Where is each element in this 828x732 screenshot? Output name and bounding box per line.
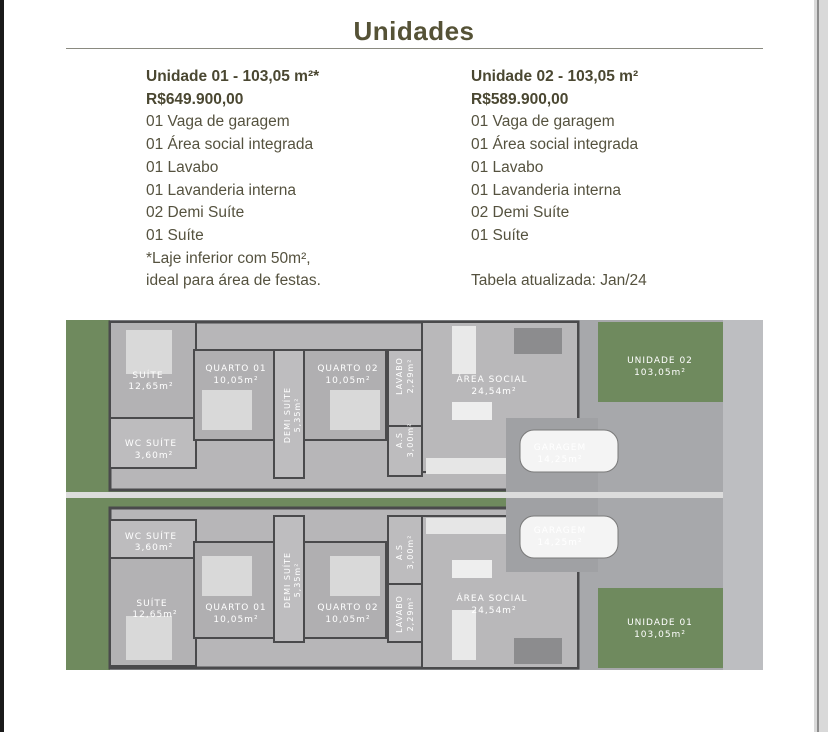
- grass: [66, 498, 110, 670]
- lot-divider: [66, 492, 723, 498]
- unit-02-price: R$589.900,00: [471, 90, 569, 108]
- scrollbar[interactable]: [814, 0, 828, 732]
- unit-01-heading: Unidade 01 - 103,05 m²*: [146, 68, 320, 85]
- feature-item: 01 Lavanderia interna: [471, 181, 621, 199]
- room-label: SUÍTE: [132, 371, 164, 381]
- unit-01-details: [146, 66, 321, 293]
- room-area: 12,65m²: [128, 382, 174, 392]
- room-label: QUARTO 02: [317, 364, 379, 374]
- as-room: [388, 516, 422, 584]
- bed: [202, 556, 252, 596]
- room-area: 24,54m²: [471, 387, 517, 397]
- lavabo-room: [388, 584, 422, 642]
- unit-02-heading: Unidade 02 - 103,05 m²: [471, 68, 639, 85]
- floor-plan-drawing: [66, 320, 763, 670]
- room-label: QUARTO 01: [205, 603, 267, 613]
- room-area: 10,05m²: [325, 376, 371, 386]
- room-area: 10,05m²: [325, 615, 371, 625]
- kitchen-counter: [426, 458, 506, 474]
- kitchen-island: [452, 560, 492, 578]
- feature-item: 02 Demi Suíte: [471, 204, 570, 222]
- sofa: [514, 638, 562, 664]
- lavabo-room: [388, 350, 422, 426]
- room-label: GARAGEM: [533, 526, 587, 536]
- bed: [330, 390, 380, 430]
- room-area: 3,00m²: [406, 534, 415, 570]
- bed: [330, 556, 380, 596]
- room-area: 24,54m²: [471, 606, 517, 616]
- unit-label: UNIDADE 01: [627, 618, 693, 628]
- feature-item: 01 Lavabo: [146, 158, 219, 176]
- room-label: QUARTO 02: [317, 603, 379, 613]
- spacer: [471, 248, 647, 271]
- room-label: WC SUÍTE: [124, 439, 178, 449]
- kitchen-counter: [426, 518, 506, 534]
- room-label: SUÍTE: [136, 599, 168, 609]
- sofa: [514, 328, 562, 354]
- room-label: A.S: [395, 544, 404, 560]
- feature-item: 01 Área social integrada: [146, 136, 314, 154]
- room-area: 10,05m²: [213, 615, 259, 625]
- room-area: 14,25m²: [537, 538, 583, 548]
- room-label: WC SUÍTE: [124, 532, 178, 542]
- floor-plan: [66, 320, 763, 670]
- page-title: Unidades: [353, 16, 475, 46]
- room-label: LAVABO: [395, 357, 404, 395]
- as-room: [388, 426, 422, 476]
- feature-item: 02 Demi Suíte: [146, 204, 245, 222]
- feature-item: 01 Área social integrada: [471, 136, 639, 154]
- room-area: 3,00m²: [406, 422, 415, 458]
- room-label: DEMI SUÍTE: [283, 386, 292, 444]
- feature-item: 01 Vaga de garagem: [146, 113, 290, 131]
- unit-01-price: R$649.900,00: [146, 90, 244, 108]
- room-area: 2,29m²: [406, 596, 415, 632]
- dining-table: [452, 326, 476, 374]
- feature-item: 01 Lavabo: [471, 158, 544, 176]
- unit-01-note: ideal para área de festas.: [146, 272, 321, 290]
- table-updated: Tabela atualizada: Jan/24: [471, 272, 647, 290]
- feature-item: 01 Suíte: [471, 226, 529, 244]
- room-label: DEMI SUÍTE: [283, 551, 292, 609]
- room-area: 10,05m²: [213, 376, 259, 386]
- room-area: 2,29m²: [406, 358, 415, 394]
- feature-item: 01 Suíte: [146, 226, 204, 244]
- room-label: GARAGEM: [533, 443, 587, 453]
- dining-table: [452, 610, 476, 660]
- room-area: 14,25m²: [537, 455, 583, 465]
- room-label: LAVABO: [395, 595, 404, 633]
- room-label: A.S: [395, 432, 404, 448]
- unit-02-details: [471, 66, 647, 293]
- bed: [202, 390, 252, 430]
- bed: [126, 330, 172, 374]
- grass: [66, 320, 110, 492]
- car: [520, 516, 618, 558]
- room-area: 5,35m²: [293, 562, 302, 598]
- unit-area: 103,05m²: [634, 630, 686, 640]
- room-area: 3,60m²: [134, 451, 174, 461]
- screen-edge: [0, 0, 4, 732]
- room-label: ÁREA SOCIAL: [456, 375, 528, 385]
- street: [723, 320, 763, 670]
- unit-label: UNIDADE 02: [627, 356, 693, 366]
- room-label: QUARTO 01: [205, 364, 267, 374]
- kitchen-island: [452, 402, 492, 420]
- room-label: ÁREA SOCIAL: [456, 594, 528, 604]
- unit-01-lawn: [598, 588, 723, 668]
- room-area: 3,60m²: [134, 543, 174, 553]
- feature-item: 01 Lavanderia interna: [146, 181, 296, 199]
- unit-01-note: *Laje inferior com 50m²,: [146, 249, 311, 267]
- feature-item: 01 Vaga de garagem: [471, 113, 615, 131]
- title-divider: [66, 48, 763, 49]
- room-area: 12,65m²: [132, 610, 178, 620]
- bed: [126, 616, 172, 660]
- room-area: 5,35m²: [293, 397, 302, 433]
- unit-area: 103,05m²: [634, 368, 686, 378]
